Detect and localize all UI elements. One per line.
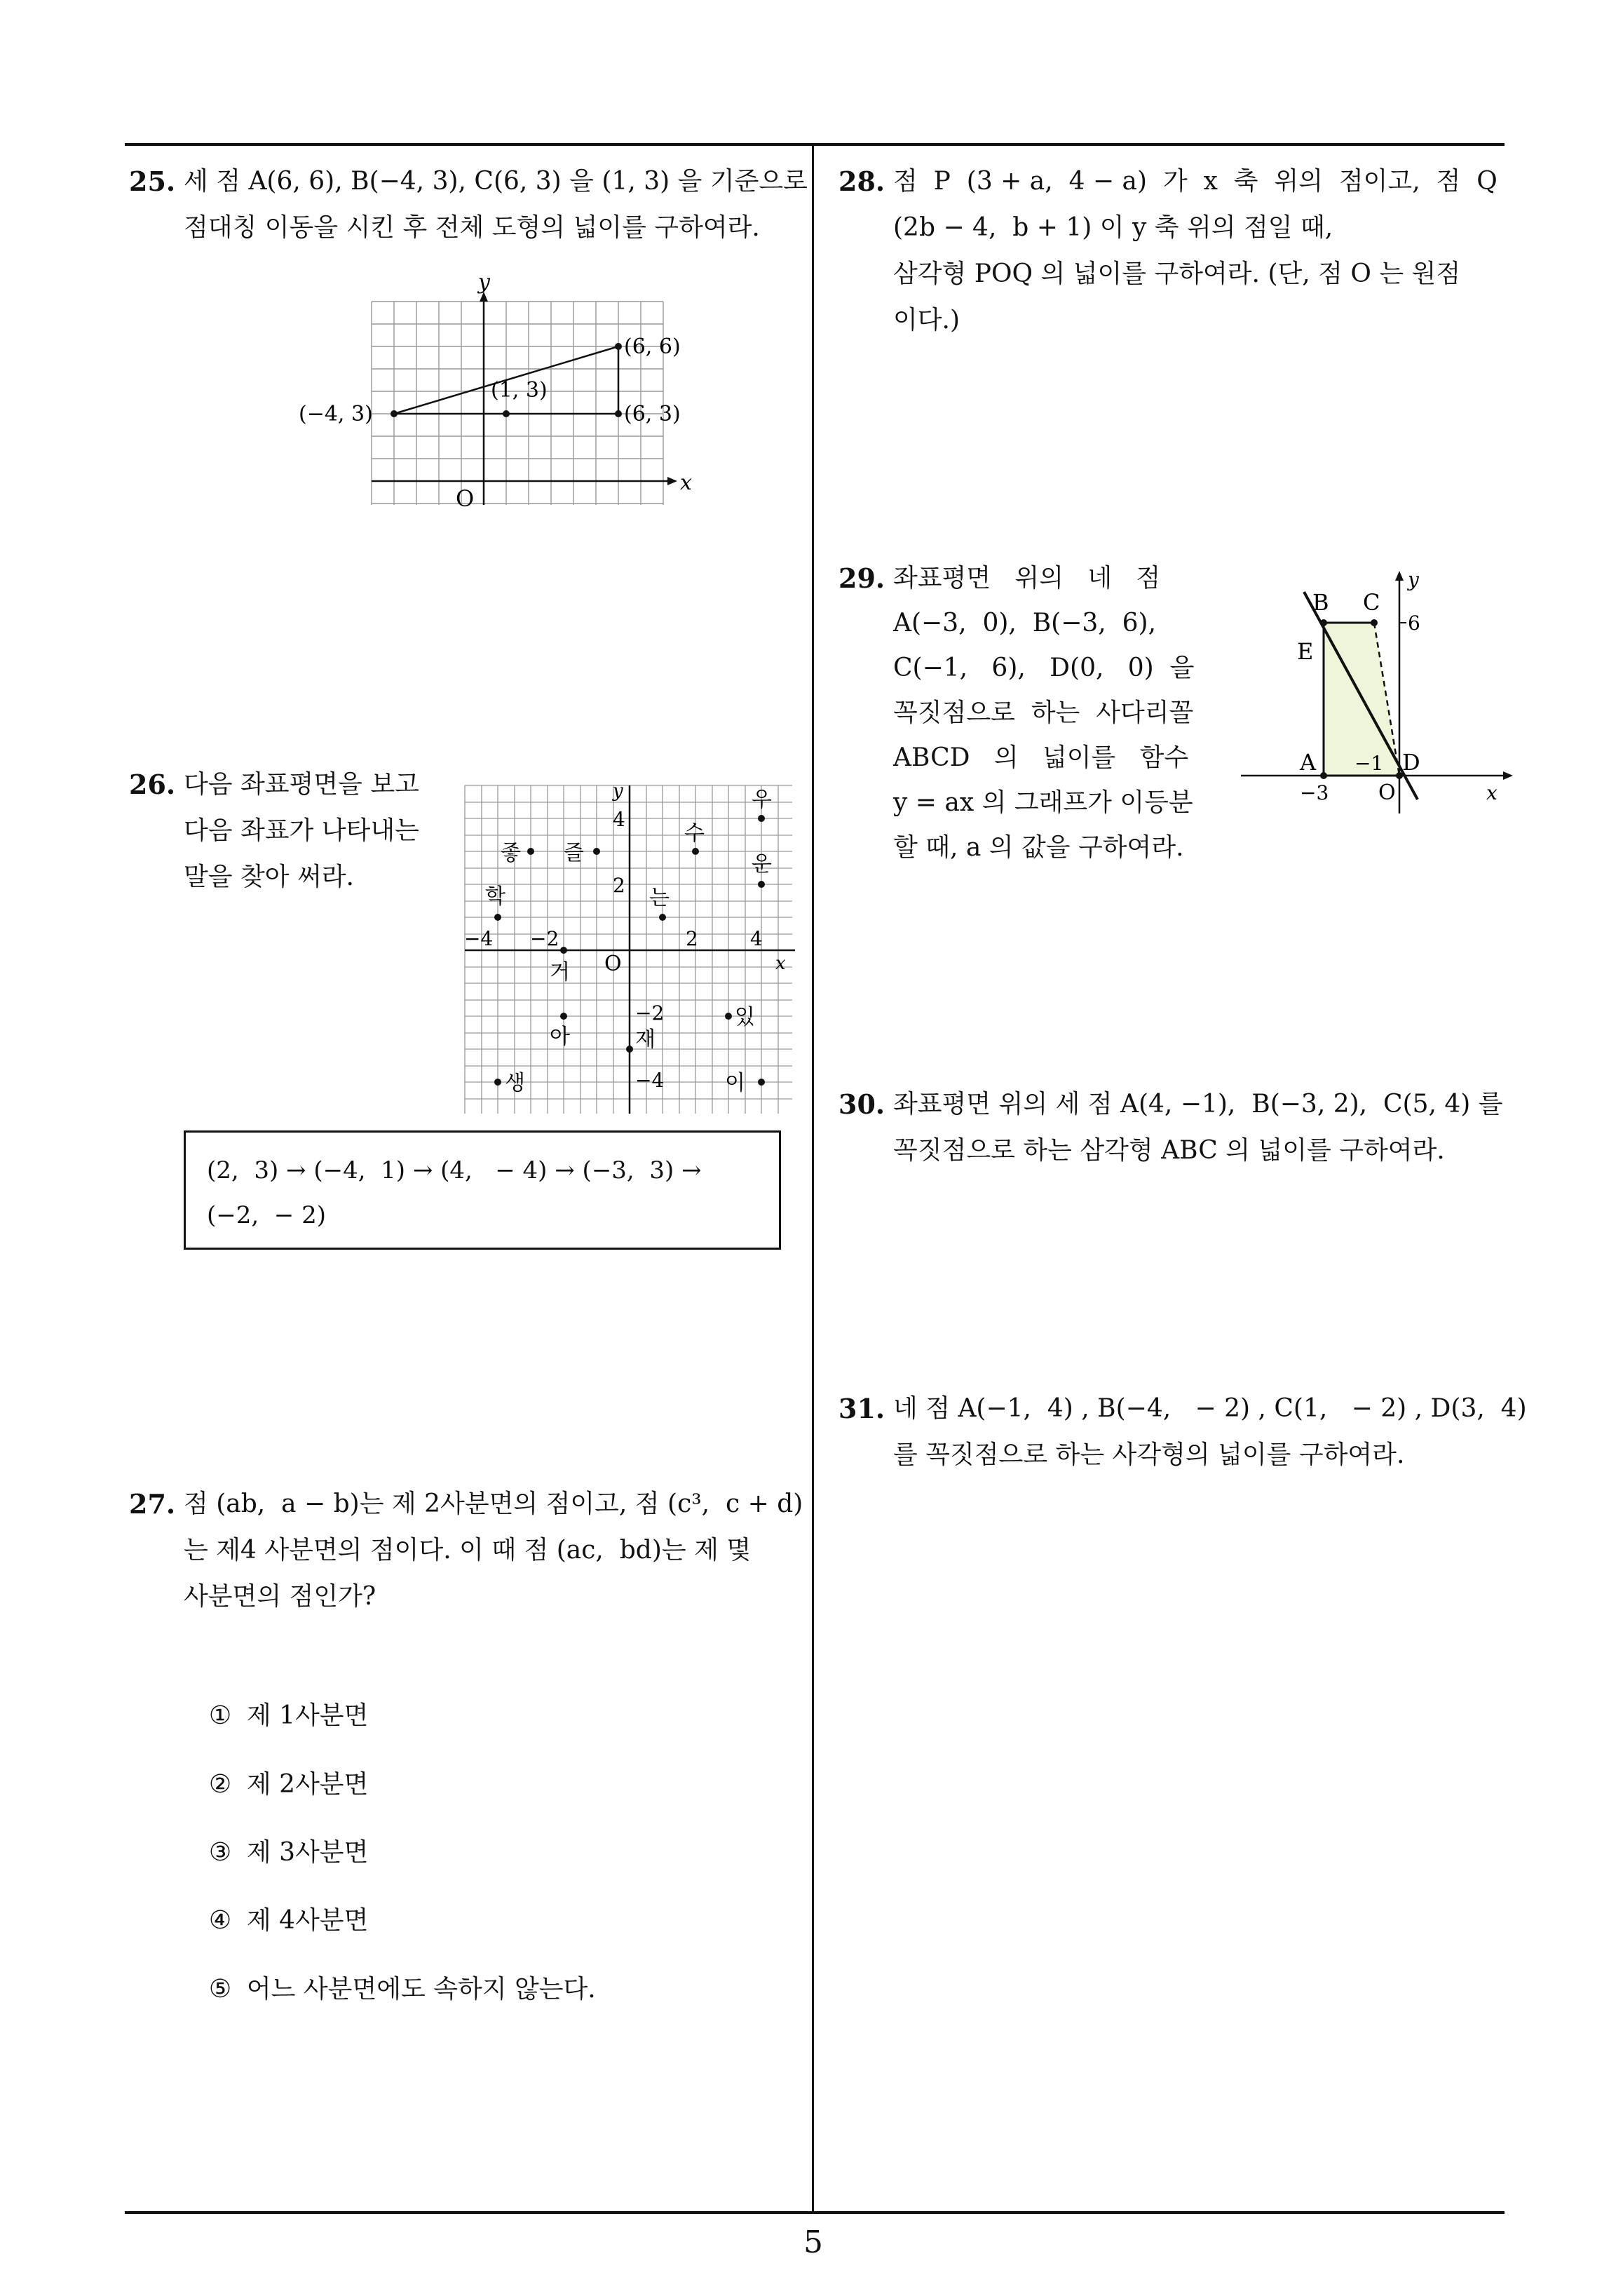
page-number: 5 <box>803 2224 823 2260</box>
point-jae <box>626 1046 633 1053</box>
p25-coordinate-figure <box>280 274 715 515</box>
choice-text: 제 4사분면 <box>246 1906 369 1935</box>
problem-line: 다음 좌표평면을 보고 <box>184 770 419 799</box>
point-u <box>758 815 765 822</box>
point-it <box>725 1013 732 1020</box>
problem-line: 세 점 A(6, 6), B(−4, 3), C(6, 3) 을 (1, 3) 을 기준으로 <box>184 167 808 196</box>
tick-y-neg2: −2 <box>635 1001 665 1025</box>
problem-line: 말을 찾아 써라. <box>184 863 354 891</box>
choice-text: 제 3사분면 <box>246 1838 369 1867</box>
point-jeul <box>593 848 600 855</box>
tick-x-neg4: −4 <box>464 927 494 950</box>
problem-line: (2b − 4, b + 1) 이 y 축 위의 점일 때, <box>893 213 1333 242</box>
point-neun <box>659 914 666 921</box>
origin-label: O <box>604 952 622 976</box>
tick-y-2: 2 <box>613 874 625 897</box>
origin-label: O <box>1378 781 1396 805</box>
choice-text: 제 2사분면 <box>246 1770 369 1799</box>
point-jo <box>527 848 534 855</box>
point-a <box>615 343 622 350</box>
problem-28 <box>838 158 1512 348</box>
axis-label-y: y <box>478 274 490 295</box>
point-hak <box>494 914 501 921</box>
tick-x-neg2: −2 <box>530 927 559 950</box>
problem-line: 점 P (3 + a, 4 − a) 가 x 축 위의 점이고, 점 Q <box>893 167 1498 196</box>
problem-number: 25. <box>129 166 176 197</box>
axis-label-y: y <box>1408 568 1419 591</box>
point-un <box>758 881 765 888</box>
problem-line: 를 꼭짓점으로 하는 사각형의 넓이를 구하여라. <box>893 1440 1405 1469</box>
problem-line: 이다.) <box>893 306 960 335</box>
problem-line: 다음 좌표가 나타내는 <box>184 816 419 845</box>
axis-label-x: x <box>775 953 786 974</box>
label-b: (−4, 3) <box>299 402 373 426</box>
tick-y-4: 4 <box>613 808 625 831</box>
label-center: (1, 3) <box>491 378 548 403</box>
problem-number: 30. <box>838 1088 885 1120</box>
choice-text: 제 1사분면 <box>246 1701 369 1730</box>
choice-3[interactable] <box>193 1800 368 1870</box>
point-b <box>391 410 398 417</box>
vertex-c-label: C <box>1363 589 1380 616</box>
vertex-b-label: B <box>1312 589 1329 616</box>
axis-label-y: y <box>613 781 623 802</box>
problem-line: 점대칭 이동을 시킨 후 전체 도형의 넓이를 구하여라. <box>184 213 760 242</box>
bottom-rule <box>125 2211 1505 2214</box>
problem-line: 점 (ab, a − b)는 제 2사분면의 점이고, 점 (c³, c + d) <box>184 1490 803 1518</box>
choice-mark: ④ <box>208 1906 232 1935</box>
syllable: 수 <box>684 821 705 846</box>
problem-line: ABCD 의 넓이를 함수 <box>893 743 1189 772</box>
axis-label-x: x <box>680 471 692 495</box>
problem-line: 꼭짓점으로 하는 사다리꼴 <box>893 698 1194 727</box>
vertex-e-label: E <box>1297 638 1314 665</box>
axis-label-x: x <box>1486 781 1498 804</box>
point-c <box>615 410 622 417</box>
syllable: 좋 <box>501 841 521 865</box>
problem-number: 29. <box>838 562 885 594</box>
syllable: 학 <box>485 884 505 909</box>
syllable: 우 <box>752 788 772 812</box>
syllable: 즐 <box>564 841 584 865</box>
problem-line: 좌표평면 위의 네 점 <box>893 564 1161 593</box>
tick-y-6: 6 <box>1408 612 1420 635</box>
point-a <box>560 1013 567 1020</box>
origin-label: O <box>456 485 475 512</box>
label-a: (6, 6) <box>624 335 681 359</box>
vertex-d-label: D <box>1402 749 1420 776</box>
syllable: 재 <box>635 1027 656 1052</box>
vertex-a-label: A <box>1300 749 1317 776</box>
choice-mark: ⑤ <box>208 1975 232 2004</box>
choice-2[interactable] <box>193 1732 368 1802</box>
problem-line: 삼각형 POQ 의 넓이를 구하여라. (단, 점 O 는 원점 <box>893 259 1461 288</box>
problem-line: 사분면의 점인가? <box>184 1582 376 1611</box>
tick-x-neg3: −3 <box>1300 781 1329 804</box>
problem-number: 28. <box>838 166 885 197</box>
point-i <box>758 1079 765 1086</box>
problem-line: y = ax 의 그래프가 이등분 <box>893 788 1193 817</box>
problem-25 <box>129 158 808 264</box>
problem-number: 26. <box>129 769 176 800</box>
top-rule <box>125 143 1505 146</box>
tick-y-neg4: −4 <box>635 1069 665 1092</box>
problem-line: 할 때, a 의 값을 구하여라. <box>893 833 1184 862</box>
problem-29 <box>838 555 1224 885</box>
problem-number: 31. <box>838 1393 885 1424</box>
problem-line: A(−3, 0), B(−3, 6), <box>893 609 1157 637</box>
choice-4[interactable] <box>193 1868 368 1938</box>
problem-26 <box>129 762 451 909</box>
choice-mark: ① <box>208 1701 232 1730</box>
syllable: 운 <box>752 852 772 877</box>
point-su <box>692 848 699 855</box>
syllable: 있 <box>735 1005 755 1029</box>
p26-coordinate-figure <box>460 778 803 1125</box>
point-geo <box>560 947 567 954</box>
syllable: 는 <box>649 886 670 910</box>
problem-line: 는 제4 사분면의 점이다. 이 때 점 (ac, bd)는 제 몇 <box>184 1536 752 1565</box>
tick-x-2: 2 <box>686 927 698 950</box>
problem-27 <box>129 1481 806 1628</box>
problem-line: C(−1, 6), D(0, 0) 을 <box>893 654 1195 682</box>
column-divider <box>812 144 814 2213</box>
tick-x-4: 4 <box>750 927 763 950</box>
problem-30 <box>838 1081 1512 1180</box>
point-saeng <box>494 1079 501 1086</box>
choice-5[interactable] <box>193 1937 596 2007</box>
tick-x-neg1: −1 <box>1354 752 1384 775</box>
box-line: (2, 3) → (−4, 1) → (4, − 4) → (−3, 3) → <box>207 1156 702 1184</box>
problem-31 <box>838 1386 1527 1484</box>
problem-line: 네 점 A(−1, 4) , B(−4, − 2) , C(1, − 2) , D(3, 4) <box>893 1394 1527 1423</box>
choice-1[interactable] <box>193 1663 368 1734</box>
problem-line: 좌표평면 위의 세 점 A(4, −1), B(−3, 2), C(5, 4) 를 <box>893 1090 1503 1119</box>
syllable: 거 <box>550 960 570 985</box>
choice-text: 어느 사분면에도 속하지 않는다. <box>246 1975 596 2004</box>
coordinate-sequence-box <box>184 1130 781 1250</box>
point-center <box>503 410 510 417</box>
problem-number: 27. <box>129 1488 176 1520</box>
p29-trapezoid-figure <box>1234 561 1514 816</box>
box-line: (−2, − 2) <box>207 1201 326 1229</box>
choice-mark: ③ <box>208 1838 232 1867</box>
syllable: 아 <box>550 1025 570 1049</box>
problem-line: 꼭짓점으로 하는 삼각형 ABC 의 넓이를 구하여라. <box>893 1136 1445 1165</box>
syllable: 생 <box>505 1071 525 1095</box>
syllable: 이 <box>725 1071 745 1095</box>
choice-mark: ② <box>208 1770 232 1799</box>
label-c: (6, 3) <box>624 402 681 426</box>
